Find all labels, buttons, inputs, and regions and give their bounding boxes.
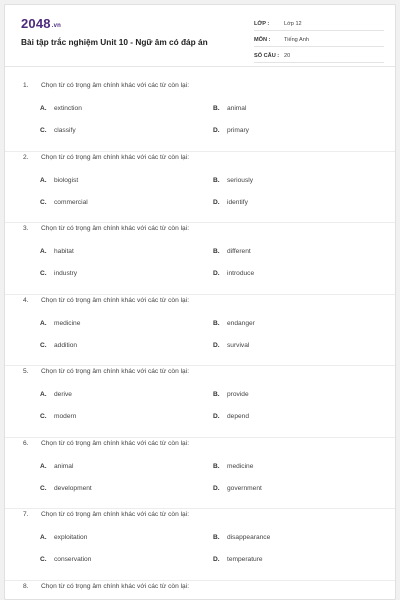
option-letter: D. bbox=[213, 484, 220, 492]
option-letter: A. bbox=[40, 105, 47, 112]
option-text: commercial bbox=[54, 198, 88, 206]
answer-option[interactable] bbox=[213, 199, 248, 206]
answer-option[interactable] bbox=[213, 391, 249, 398]
option-letter: D. bbox=[213, 341, 220, 349]
question-item bbox=[5, 225, 396, 295]
option-text: modern bbox=[54, 413, 77, 420]
question-item bbox=[5, 297, 396, 367]
option-letter: A. bbox=[40, 248, 47, 255]
answer-option[interactable] bbox=[40, 248, 74, 255]
question-text bbox=[23, 511, 189, 518]
option-letter: D. bbox=[213, 270, 220, 277]
option-text: classify bbox=[54, 127, 76, 134]
question-item bbox=[5, 440, 396, 510]
option-letter: A. bbox=[40, 176, 47, 184]
option-letter: C. bbox=[40, 484, 47, 492]
answer-option[interactable] bbox=[40, 105, 82, 112]
option-text: derive bbox=[54, 391, 72, 398]
question-number: 1. bbox=[23, 82, 29, 89]
answer-option[interactable] bbox=[40, 556, 91, 563]
option-letter: A. bbox=[40, 391, 47, 398]
option-text: government bbox=[227, 484, 262, 492]
option-text: exploitation bbox=[54, 534, 88, 541]
answer-option[interactable] bbox=[40, 534, 87, 541]
question-text bbox=[23, 82, 189, 89]
option-text: extinction bbox=[54, 105, 82, 112]
question-item bbox=[5, 82, 396, 152]
question-number: 2. bbox=[23, 153, 29, 161]
option-letter: B. bbox=[213, 391, 220, 398]
question-text bbox=[23, 440, 189, 447]
answer-option[interactable] bbox=[213, 248, 251, 255]
worksheet-header bbox=[5, 5, 395, 67]
option-text: different bbox=[227, 248, 251, 255]
worksheet-page bbox=[4, 4, 396, 600]
option-text: temperature bbox=[227, 556, 263, 563]
answer-option[interactable] bbox=[40, 320, 80, 327]
question-prompt: Chọn từ có trọng âm chính khác với các từ còn lại: bbox=[41, 225, 190, 232]
answer-option[interactable] bbox=[213, 320, 255, 327]
question-number: 8. bbox=[23, 582, 29, 590]
answer-option[interactable] bbox=[40, 413, 76, 420]
option-text: provide bbox=[227, 391, 249, 398]
site-logo[interactable] bbox=[21, 16, 61, 31]
question-number: 7. bbox=[23, 511, 29, 518]
answer-option[interactable] bbox=[213, 413, 249, 420]
question-prompt: Chọn từ có trọng âm chính khác với các từ còn lại: bbox=[41, 296, 190, 304]
question-text bbox=[23, 368, 189, 375]
option-letter: B. bbox=[213, 534, 220, 541]
answer-option[interactable] bbox=[213, 177, 253, 184]
question-text bbox=[23, 583, 189, 590]
answer-option[interactable] bbox=[213, 463, 253, 470]
option-letter: C. bbox=[40, 127, 47, 134]
answer-option[interactable] bbox=[213, 270, 254, 277]
option-letter: C. bbox=[40, 341, 47, 349]
answer-option[interactable] bbox=[40, 177, 78, 184]
option-text: endanger bbox=[227, 319, 255, 327]
answer-option[interactable] bbox=[40, 463, 73, 470]
option-letter: D. bbox=[213, 127, 220, 134]
option-letter: C. bbox=[40, 556, 47, 563]
question-number: 5. bbox=[23, 368, 29, 375]
answer-option[interactable] bbox=[213, 485, 262, 492]
question-prompt: Chọn từ có trọng âm chính khác với các từ còn lại: bbox=[41, 368, 190, 375]
option-text: survival bbox=[227, 341, 250, 349]
question-prompt: Chọn từ có trọng âm chính khác với các từ còn lại: bbox=[41, 153, 190, 161]
option-letter: D. bbox=[213, 413, 220, 420]
answer-option[interactable] bbox=[213, 127, 249, 134]
option-text: animal bbox=[227, 105, 247, 112]
question-item bbox=[5, 583, 396, 600]
option-text: introduce bbox=[227, 270, 255, 277]
answer-option[interactable] bbox=[40, 199, 88, 206]
option-text: primary bbox=[227, 127, 249, 134]
option-text: industry bbox=[54, 270, 78, 277]
answer-option[interactable] bbox=[40, 391, 72, 398]
option-letter: B. bbox=[213, 176, 220, 184]
question-prompt: Chọn từ có trọng âm chính khác với các từ còn lại: bbox=[41, 439, 190, 447]
option-text: disappearance bbox=[227, 534, 271, 541]
answer-option[interactable] bbox=[40, 270, 77, 277]
answer-option[interactable] bbox=[213, 342, 249, 349]
option-text: medicine bbox=[227, 462, 254, 470]
meta-label: LỚP : bbox=[254, 20, 270, 27]
option-text: development bbox=[54, 484, 92, 492]
question-item bbox=[5, 511, 396, 581]
answer-option[interactable] bbox=[40, 485, 92, 492]
question-prompt: Chọn từ có trọng âm chính khác với các từ còn lại: bbox=[41, 582, 190, 590]
option-letter: C. bbox=[40, 270, 47, 277]
meta-value: 20 bbox=[284, 52, 291, 59]
question-item bbox=[5, 154, 396, 224]
option-letter: C. bbox=[40, 413, 47, 420]
meta-value: Tiếng Anh bbox=[284, 36, 309, 43]
option-letter: B. bbox=[213, 462, 220, 470]
meta-value: Lớp 12 bbox=[284, 20, 302, 27]
logo-suffix: .vn bbox=[51, 23, 62, 29]
option-text: identify bbox=[227, 198, 248, 206]
option-text: conservation bbox=[54, 556, 92, 563]
option-letter: B. bbox=[213, 319, 220, 327]
option-letter: D. bbox=[213, 198, 220, 206]
meta-question-count bbox=[254, 49, 384, 63]
question-text bbox=[23, 297, 189, 304]
answer-option[interactable] bbox=[40, 127, 76, 134]
question-text bbox=[23, 154, 189, 161]
question-number: 3. bbox=[23, 225, 29, 232]
answer-option[interactable] bbox=[213, 534, 270, 541]
option-letter: A. bbox=[40, 462, 47, 470]
meta-label: SỐ CÂU : bbox=[254, 52, 280, 59]
option-text: biologist bbox=[54, 176, 79, 184]
meta-subject bbox=[254, 33, 384, 47]
answer-option[interactable] bbox=[213, 556, 263, 563]
option-letter: B. bbox=[213, 105, 220, 112]
question-number: 6. bbox=[23, 439, 29, 447]
question-item bbox=[5, 368, 396, 438]
option-letter: B. bbox=[213, 248, 220, 255]
answer-option[interactable] bbox=[40, 342, 77, 349]
option-text: depend bbox=[227, 413, 250, 420]
question-text bbox=[23, 225, 189, 232]
meta-label: MÔN : bbox=[254, 36, 271, 43]
option-text: animal bbox=[54, 462, 74, 470]
option-letter: C. bbox=[40, 198, 47, 206]
option-text: medicine bbox=[54, 319, 81, 327]
option-text: seriously bbox=[227, 176, 254, 184]
logo-text: 2048 bbox=[21, 16, 51, 31]
option-letter: A. bbox=[40, 534, 47, 541]
question-prompt: Chọn từ có trọng âm chính khác với các từ còn lại: bbox=[41, 511, 190, 518]
option-text: addition bbox=[54, 341, 78, 349]
option-text: habitat bbox=[54, 248, 74, 255]
option-letter: A. bbox=[40, 319, 47, 327]
meta-grade bbox=[254, 17, 384, 31]
worksheet-meta bbox=[254, 17, 384, 65]
option-letter: D. bbox=[213, 556, 220, 563]
question-number: 4. bbox=[23, 296, 29, 304]
answer-option[interactable] bbox=[213, 105, 246, 112]
page-title: Bài tập trắc nghiệm Unit 10 - Ngữ âm có đáp án bbox=[21, 37, 208, 47]
question-prompt: Chọn từ có trọng âm chính khác với các từ còn lại: bbox=[41, 82, 190, 89]
